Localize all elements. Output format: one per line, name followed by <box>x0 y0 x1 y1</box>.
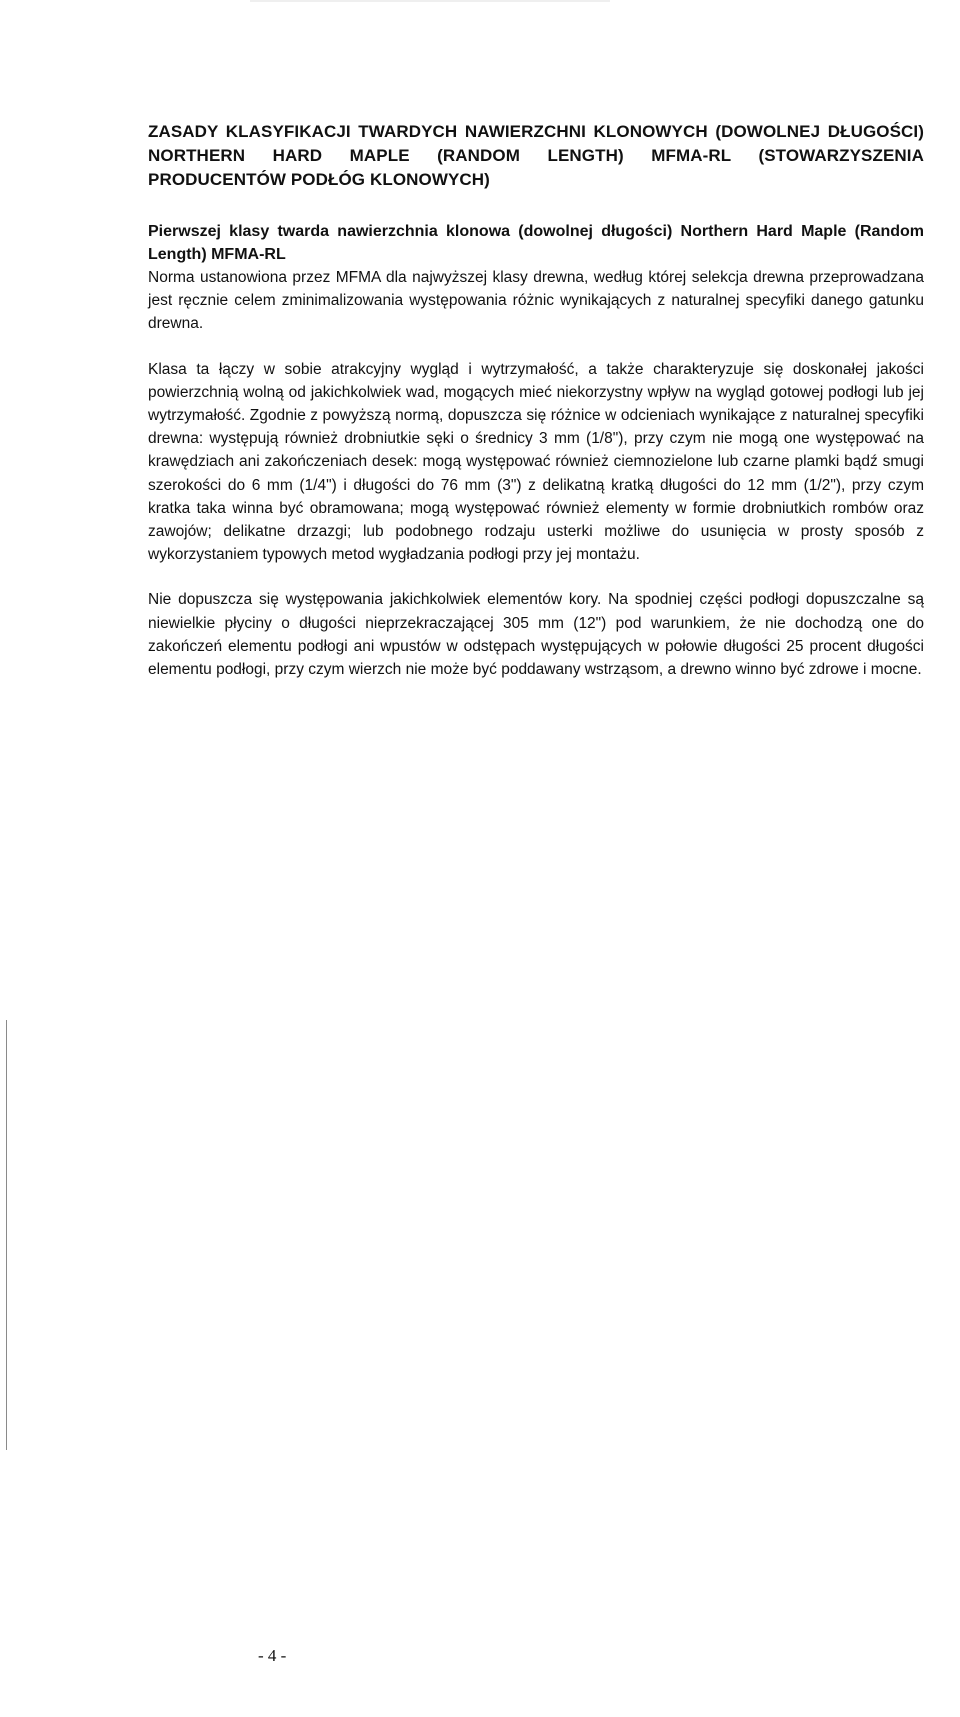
paragraph-bark-and-underside: Nie dopuszcza się występowania jakichkolwiek elementów kory. Na spodniej części podłogi dopuszczalne są niewielkie płyciny o długości nieprzekraczającej 305 mm (12") pod warunkiem, że nie dochodzą one do zakończeń elementu podłogi ani wpustów w odstępach występujących w połowie długości 25 procent długości elementu podłogi, przy czym wierzch nie może być poddawany wstrząsom, a drewno winno być zdrowe i mocne. <box>148 591 924 679</box>
page-number: - 4 - <box>258 1646 287 1665</box>
scan-artifact-top <box>250 0 610 2</box>
paragraph-grade-characteristics: Klasa ta łączy w sobie atrakcyjny wygląd i wytrzymałość, a także charakteryzuje się doskonałej jakości powierzchnią wolną od jakichkolwiek wad, mogących mieć niekorzystny wpływ na wygląd gotowej podłogi lub jej wytrzymałość. Zgodnie z powyższą normą, dopuszcza się różnice w odcieniach wynikające z naturalnej specyfiki drewna: występują również drobniutkie sęki o średnicy 3 mm (1/8"), przy czym nie mogą one występować na krawędziach ani zakończeniach desek: mogą występować również ciemnozielone lub czarne plamki bądź smugi szerokości do 6 mm (1/4") i długości do 76 mm (3") z delikatną kratką długości do 12 mm (1/2"), przy czym kratka taka winna być obramowana; mogą występować również elementy w formie drobniutkich rombów oraz zawojów; delikatne drzazgi; lub podobnego rodzaju usterki możliwe do usunięcia w prosty sposób z wykorzystaniem typowych metod wygładzania podłogi przy jej montażu. <box>148 360 924 564</box>
document-title: ZASADY KLASYFIKACJI TWARDYCH NAWIERZCHNI KLONOWYCH (DOWOLNEJ DŁUGOŚCI) NORTHERN HARD MAPLE (RANDOM LENGTH) MFMA-RL (STOWARZYSZENIA PRODUCENTÓW PODŁÓG KLONOWYCH) <box>148 122 924 189</box>
document-content <box>148 120 924 681</box>
scan-margin-line <box>6 1020 7 1450</box>
section-heading: Pierwszej klasy twarda nawierzchnia klonowa (dowolnej długości) Northern Hard Maple (Random Length) MFMA-RL <box>148 223 924 263</box>
paragraph-norm-definition: Norma ustanowiona przez MFMA dla najwyższej klasy drewna, według której selekcja drewna przeprowadzana jest ręcznie celem zminimalizowania występowania różnic wynikających z naturalnej specyfiki danego gatunku drewna. <box>148 269 924 333</box>
